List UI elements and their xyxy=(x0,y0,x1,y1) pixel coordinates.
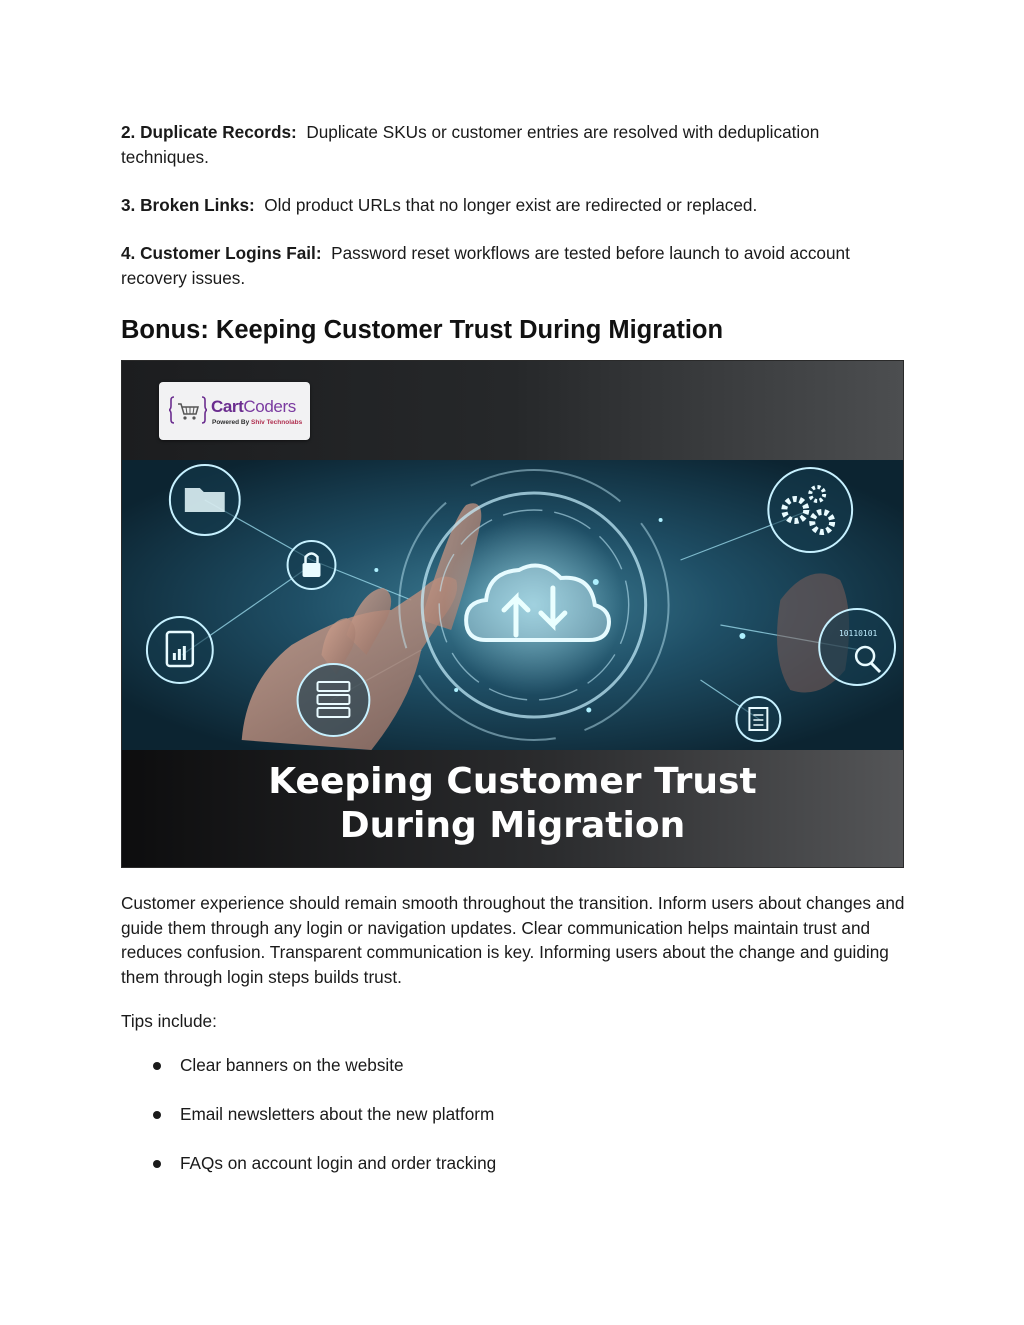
list-item xyxy=(150,1151,496,1200)
logo-powered-by: Powered By xyxy=(212,419,250,426)
server-icon xyxy=(298,664,370,736)
tip-text: Email newsletters about the new platform xyxy=(180,1104,495,1124)
tips-list xyxy=(150,1053,496,1200)
search-icon xyxy=(819,609,895,685)
banner-title-band xyxy=(122,750,903,868)
item-number: 4. xyxy=(121,243,136,263)
logo-company: Shiv Technolabs xyxy=(251,419,303,426)
item-customer-logins xyxy=(121,241,907,290)
binary-readout: 10110101 xyxy=(838,628,878,639)
banner-image xyxy=(121,360,904,868)
item-title: Duplicate Records: xyxy=(140,122,297,142)
item-number: 2. xyxy=(121,122,136,142)
item-text: Old product URLs that no longer exist are redirected or replaced. xyxy=(264,195,758,215)
list-item xyxy=(150,1053,496,1102)
bullet-icon xyxy=(153,1160,161,1168)
gears-icon xyxy=(768,468,852,552)
item-text: Duplicate SKUs or customer entries are resolved with deduplication techniques. xyxy=(121,122,820,167)
item-number: 3. xyxy=(121,195,136,215)
item-duplicate-records xyxy=(121,120,907,169)
list-item xyxy=(150,1102,496,1151)
cart-icon xyxy=(169,394,207,426)
item-title: Customer Logins Fail: xyxy=(140,243,322,263)
cartcoders-logo xyxy=(159,382,310,440)
item-broken-links xyxy=(121,193,907,218)
tips-intro: Tips include: xyxy=(121,1011,217,1031)
folder-icon xyxy=(170,465,240,535)
item-text: Password reset workflows are tested before launch to avoid account recovery issues. xyxy=(121,243,850,288)
logo-wordmark xyxy=(211,397,296,417)
section-heading: Bonus: Keeping Customer Trust During Migration xyxy=(121,316,724,344)
logo-tagline xyxy=(212,419,302,426)
tip-text: FAQs on account login and order tracking xyxy=(180,1153,497,1173)
banner-title-line1: Keeping Customer Trust xyxy=(268,761,757,802)
bullet-icon xyxy=(153,1062,161,1070)
banner-title xyxy=(122,760,903,848)
banner-header xyxy=(122,361,903,460)
banner-title-line2: During Migration xyxy=(339,805,686,846)
tip-text: Clear banners on the website xyxy=(180,1055,404,1075)
document-icon xyxy=(736,697,780,741)
body-paragraph: Customer experience should remain smooth throughout the transition. Inform users about changes and guide them through any login or navigation updates. Clear communication helps maintain trust and reduces confusion. Transparent communication is key. Informing users about the change and guiding them through login steps builds trust. xyxy=(121,893,905,987)
bullet-icon xyxy=(153,1111,161,1119)
logo-word-coders: Coders xyxy=(243,397,296,416)
cloud-migration-illustration xyxy=(122,460,903,750)
lock-icon xyxy=(288,541,336,589)
report-icon xyxy=(147,617,213,683)
logo-word-cart: Cart xyxy=(211,397,244,416)
item-title: Broken Links: xyxy=(140,195,255,215)
